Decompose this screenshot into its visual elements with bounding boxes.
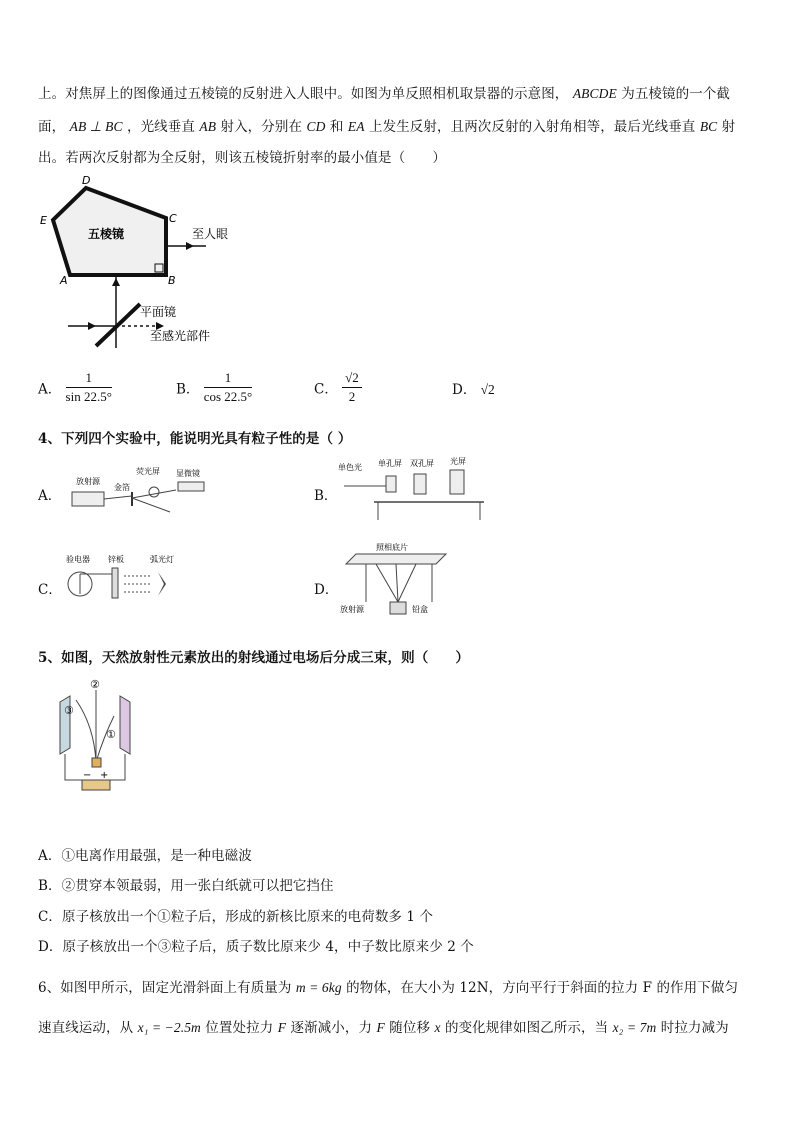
- q3-c-den: 2: [348, 389, 356, 404]
- q6-t2a: 速直线运动，从: [38, 1020, 134, 1036]
- q3-option-d-label: D．: [452, 382, 477, 398]
- q4d-label-3: 铅盒: [412, 605, 428, 614]
- q6-t2c: 逐渐减小，力: [290, 1020, 373, 1036]
- q5-battery: [82, 780, 110, 790]
- q4c-label-1: 验电器: [66, 555, 90, 564]
- q4d-beam3: [398, 564, 416, 602]
- q3-option-d[interactable]: [452, 378, 495, 398]
- q6-F2: F: [376, 1020, 385, 1035]
- q4-stem: 4、下列四个实验中，能说明光具有粒子性的是（ ）: [38, 431, 352, 447]
- q4-fig-b: [334, 456, 494, 526]
- q5-label-2: ②: [90, 678, 100, 691]
- q3-line-2: [38, 115, 735, 135]
- label-C: C: [169, 212, 177, 225]
- q4b-double-slit: [414, 474, 426, 494]
- q3-b-num: 1: [204, 370, 253, 388]
- q6-t1a: 6、如图甲所示，固定光滑斜面上有质量为: [38, 980, 292, 996]
- q3-option-a-frac: [66, 370, 112, 405]
- q3-option-b-label: B．: [176, 381, 200, 398]
- q3-t2d: 和: [329, 119, 344, 135]
- q3-option-a-label: A．: [38, 381, 62, 398]
- q4d-label-2: 放射源: [340, 605, 364, 614]
- q5-label-3: ③: [64, 704, 74, 717]
- q3-option-a[interactable]: [38, 370, 112, 405]
- q4-option-b-label[interactable]: B．: [314, 488, 338, 504]
- q3-option-c[interactable]: [314, 370, 362, 405]
- plane-mirror: [96, 304, 140, 346]
- label-mirror: 平面镜: [140, 305, 177, 319]
- q5-source: [92, 758, 101, 767]
- label-eye: 至人眼: [192, 227, 229, 241]
- q5-ray-3: [76, 700, 96, 762]
- q3-line-1: [38, 82, 730, 102]
- q5-wire-right: [108, 754, 125, 780]
- q3-cd: CD: [306, 119, 326, 134]
- q4d-beam2: [396, 564, 398, 602]
- q6-x: x: [434, 1020, 441, 1035]
- label-E: E: [40, 214, 47, 227]
- q6-mass: m = 6kg: [295, 980, 342, 995]
- q4a-screen: [149, 487, 159, 497]
- q5-option-c[interactable]: C．原子核放出一个①粒子后，形成的新核比原来的电荷数多 1 个: [38, 909, 434, 925]
- q6-t1b: 的物体，在大小为 12N，方向平行于斜面的拉力 F 的作用下做匀: [346, 980, 739, 996]
- q3-ea: EA: [347, 119, 365, 134]
- label-A: A: [60, 274, 68, 287]
- q5-label-minus: −: [83, 770, 92, 781]
- q3-option-b-frac: [204, 370, 253, 405]
- q5-wire-left: [65, 754, 84, 780]
- q5-label-plus: +: [100, 770, 109, 781]
- q3-t2c: 射入，分别在: [220, 119, 303, 135]
- ray-out-arrow: [186, 242, 194, 250]
- q3-text-1-end: 为五棱镜的一个截: [621, 86, 731, 102]
- q3-option-d-value: √2: [480, 382, 495, 397]
- q3-a-den: sin 22.5°: [65, 389, 112, 404]
- q5-label-1: ①: [106, 728, 116, 741]
- q3-var-abcde: ABCDE: [572, 86, 617, 101]
- q4b-screen: [450, 470, 464, 494]
- q5-figure: [50, 676, 150, 796]
- q3-option-b[interactable]: [176, 370, 252, 405]
- q6-x2: x₂ = 7m: [612, 1020, 657, 1035]
- q6-F: F: [277, 1020, 287, 1035]
- q4a-label-3: 金箔: [114, 483, 130, 492]
- pentaprism-figure: [36, 168, 256, 358]
- q4b-label-2: 单孔屏: [378, 459, 402, 468]
- q4c-label-3: 弧光灯: [150, 555, 174, 564]
- q4d-label-1: 照相底片: [376, 543, 408, 552]
- q6-x1: x₁ = −2.5m: [137, 1020, 201, 1035]
- q4b-label-1: 单色光: [338, 463, 362, 472]
- q4b-label-4: 光屏: [450, 457, 466, 466]
- q4d-lead-box: [390, 602, 406, 614]
- q4d-beam1: [376, 564, 398, 602]
- label-D: D: [82, 174, 91, 187]
- q5-option-b[interactable]: B．②贯穿本领最弱，用一张白纸就可以把它挡住: [38, 878, 334, 894]
- q6-line-2: [38, 1016, 729, 1036]
- q3-t2f: 射: [721, 119, 736, 135]
- q4d-film: [346, 554, 446, 564]
- q4c-arc-lamp: [158, 572, 166, 596]
- label-B: B: [168, 274, 176, 287]
- q4c-zinc-plate: [112, 568, 118, 598]
- q6-t2f: 时拉力减为: [660, 1020, 729, 1036]
- q3-b-den: cos 22.5°: [203, 389, 253, 404]
- q3-option-c-label: C．: [314, 381, 338, 398]
- q6-t2b: 位置处拉力: [205, 1020, 274, 1036]
- q4-fig-d: [336, 540, 466, 620]
- q3-a-num: 1: [66, 370, 112, 388]
- q5-option-a[interactable]: A．①电离作用最强，是一种电磁波: [38, 848, 252, 864]
- q4a-ray: [104, 496, 132, 499]
- q3-text-1: 上。对焦屏上的图像通过五棱镜的反射进入人眼中。如图为单反照相机取景器的示意图，: [38, 86, 569, 102]
- q4a-label-1: 放射源: [76, 477, 100, 486]
- q4-option-d-label[interactable]: D．: [314, 582, 339, 598]
- q4b-label-3: 双孔屏: [410, 459, 434, 468]
- q3-t2a: 面，: [38, 119, 66, 135]
- q3-bc: BC: [699, 119, 718, 134]
- q3-t2b: ，光线垂直: [126, 119, 195, 135]
- q3-option-c-frac: [342, 370, 362, 405]
- q6-t2e: 的变化规律如图乙所示，当: [444, 1020, 609, 1036]
- q5-option-d[interactable]: D．原子核放出一个③粒子后，质子数比原来少 4，中子数比原来少 2 个: [38, 939, 474, 955]
- q5-stem: 5、如图，天然放射性元素放出的射线通过电场后分成三束，则（ ）: [38, 650, 470, 666]
- q3-line-3: 出。若两次反射都为全反射，则该五棱镜折射率的最小值是（ ）: [38, 150, 446, 166]
- q4a-label-2: 荧光屏: [136, 467, 160, 476]
- q4-option-c-label[interactable]: C．: [38, 582, 62, 598]
- q4c-label-2: 锌板: [108, 555, 124, 564]
- q4a-scatter2: [132, 498, 170, 512]
- q4-fig-c: [62, 550, 192, 614]
- ray-up-arrow: [112, 278, 120, 286]
- q3-c-num: √2: [342, 370, 362, 388]
- q4b-single-slit: [386, 476, 396, 492]
- q3-ab-perp-bc: AB ⊥ BC: [69, 119, 123, 134]
- q4a-source: [72, 492, 104, 506]
- q5-plate-positive: [120, 696, 130, 754]
- ray-in-arrow: [88, 322, 96, 330]
- q4a-microscope: [178, 482, 204, 491]
- q3-t2e: 上发生反射，且两次反射的入射角相等，最后光线垂直: [369, 119, 696, 135]
- label-prism: 五棱镜: [88, 227, 125, 241]
- q4-fig-a: [66, 462, 216, 522]
- q4a-label-4: 显微镜: [176, 469, 200, 478]
- label-sensor: 至感光部件: [150, 329, 211, 343]
- q3-ab: AB: [199, 119, 217, 134]
- q6-t2d: 随位移: [389, 1020, 431, 1036]
- q4-option-a-label[interactable]: A．: [38, 488, 62, 504]
- q6-line-1: [38, 976, 738, 996]
